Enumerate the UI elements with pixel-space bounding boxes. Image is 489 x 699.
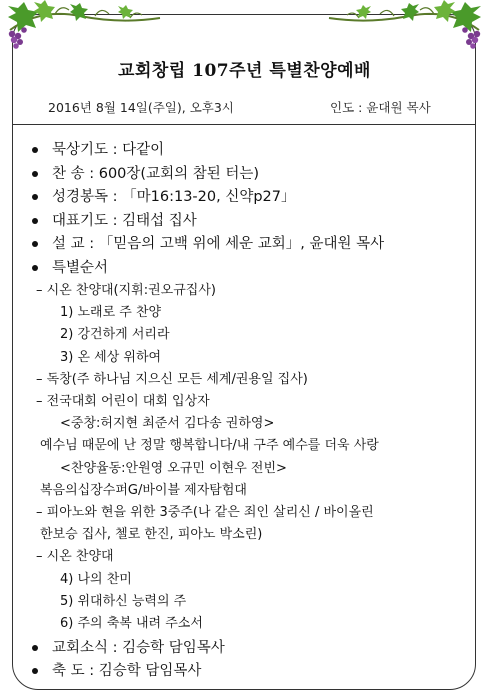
program-text: – 시온 찬양대(지휘:권오규집사) xyxy=(36,283,216,298)
program-text: 교회소식 : 김승학 담임목사 xyxy=(52,639,225,656)
program-text: – 전국대회 어린이 대회 입상자 xyxy=(36,394,210,409)
program-text: – 독창(주 하나님 지으신 모든 세계/권용일 집사) xyxy=(36,371,308,387)
program-text: 묵상기도 : 다같이 xyxy=(52,142,165,158)
program-text: 3) 온 세상 위하여 xyxy=(60,349,162,365)
header-divider xyxy=(13,124,475,125)
grapevine-left-icon xyxy=(0,0,170,50)
program-text: 복음의십장수퍼G/바이블 제자탐험대 xyxy=(40,482,247,498)
bullet-icon xyxy=(32,265,38,271)
bullet-icon xyxy=(32,645,38,651)
bullet-icon xyxy=(32,194,38,200)
grapevine-right-icon xyxy=(319,0,489,50)
bullet-icon xyxy=(32,218,38,224)
program-text: 4) 나의 찬미 xyxy=(60,571,132,587)
program-text: 1) 노래로 주 찬양 xyxy=(60,305,162,321)
program-text: 2) 강건하게 서리라 xyxy=(60,327,170,343)
service-leader: 인도 : 윤대원 목사 xyxy=(330,100,431,115)
program-text: 축 도 : 김승학 담임목사 xyxy=(52,663,202,679)
page-title: 교회창립 107주년 특별찬양예배 xyxy=(118,61,371,81)
program-text: – 피아노와 현을 위한 3중주(나 같은 죄인 살리신 / 바이올린 xyxy=(36,505,374,520)
program-text: 5) 위대하신 능력의 주 xyxy=(60,593,187,609)
program-text: 찬 송 : 600장(교회의 참된 터는) xyxy=(52,165,259,182)
program-text: – 시온 찬양대 xyxy=(36,549,114,565)
program-text: 특별순서 xyxy=(52,259,109,276)
program-text: 한보승 집사, 첼로 한진, 피아노 박소린) xyxy=(40,527,263,543)
program-text: 설 교 : 「믿음의 고백 위에 세운 교회」, 윤대원 목사 xyxy=(52,236,385,252)
program-text: 6) 주의 축복 내려 주소서 xyxy=(60,616,203,631)
bullet-icon xyxy=(32,147,38,153)
program-text: 예수님 때문에 난 정말 행복합니다/내 구주 예수를 더욱 사랑 xyxy=(40,438,379,454)
program-text: 대표기도 : 김태섭 집사 xyxy=(52,212,197,229)
bullet-icon xyxy=(32,241,38,247)
bullet-icon xyxy=(32,171,38,177)
program-text: 성경봉독 : 「마16:13-20, 신약p27」 xyxy=(52,189,296,205)
bullet-icon xyxy=(32,668,38,674)
service-date: 2016년 8월 14일(주일), 오후3시 xyxy=(48,100,234,115)
program-text: <중창:허지현 최준서 김다송 권하영> xyxy=(60,416,275,432)
program-text: <찬양율동:안원영 오규민 이현우 전빈> xyxy=(60,460,287,476)
